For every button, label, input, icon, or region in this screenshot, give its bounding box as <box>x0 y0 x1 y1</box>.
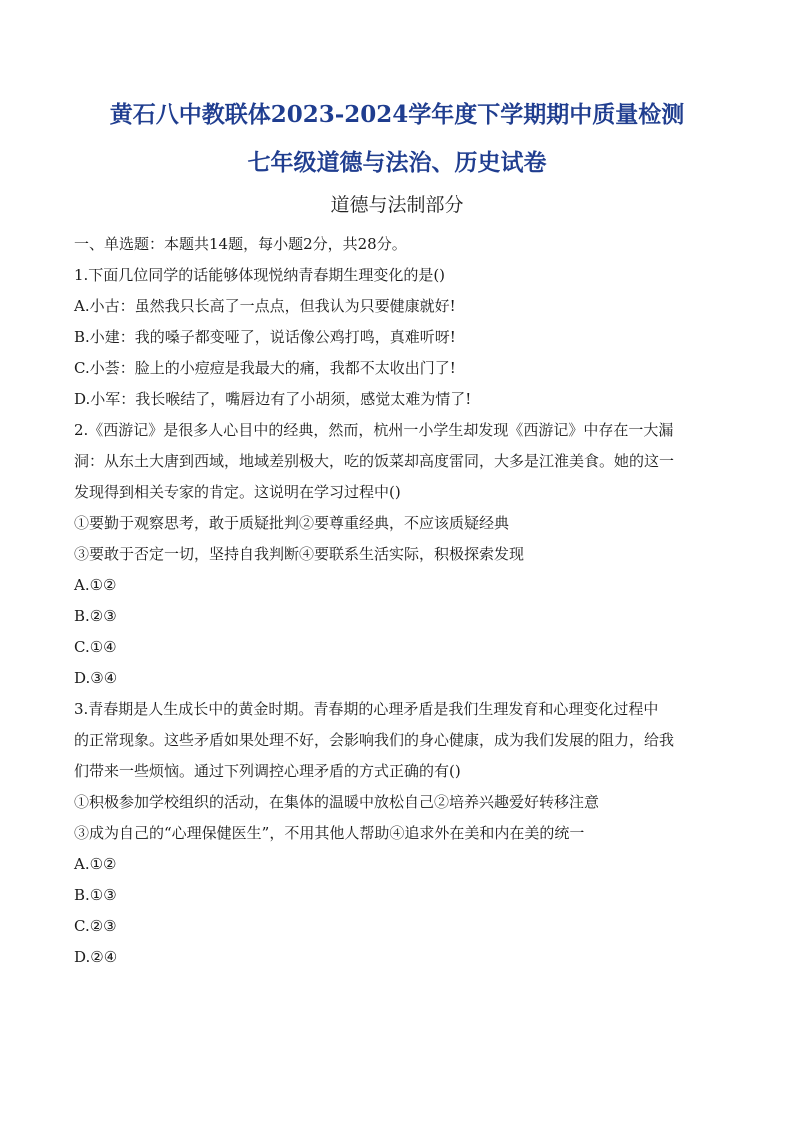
question-2-stem-line-2: 洞：从东土大唐到西域，地域差别极大，吃的饭菜却高度雷同，大多是江淮美食。她的这一 <box>74 452 675 470</box>
question-2-statements-2: ③要敢于否定一切，坚持自我判断④要联系生活实际，积极探索发现 <box>74 545 525 563</box>
question-2-option-a: A.①② <box>74 576 117 594</box>
question-2-stem-line-3: 发现得到相关专家的肯定。这说明在学习过程中() <box>74 483 401 501</box>
question-3-statements-2: ③成为自己的“心理保健医生”，不用其他人帮助④追求外在美和内在美的统一 <box>74 824 585 842</box>
question-1-option-a: A.小古：虽然我只长高了一点点，但我认为只要健康就好! <box>74 297 456 315</box>
question-3-option-b: B.①③ <box>74 886 117 904</box>
question-3-option-c: C.②③ <box>74 917 117 935</box>
question-2-option-d: D.③④ <box>74 669 118 687</box>
question-1-option-b: B.小建：我的嗓子都变哑了，说话像公鸡打鸣，真难听呀! <box>74 328 456 346</box>
question-2-statements-1: ①要勤于观察思考，敢于质疑批判②要尊重经典，不应该质疑经典 <box>74 514 510 532</box>
question-3-stem-line-1: 3.青春期是人生成长中的黄金时期。青春期的心理矛盾是我们生理发育和心理变化过程中 <box>74 700 659 718</box>
question-3-option-d: D.②④ <box>74 948 118 966</box>
question-2-option-b: B.②③ <box>74 607 117 625</box>
section-title: 道德与法制部分 <box>330 194 464 216</box>
exam-title: 黄石八中教联体2023-2024学年度下学期期中质量检测 <box>109 101 685 128</box>
question-3-stem-line-3: 们带来一些烦恼。通过下列调控心理矛盾的方式正确的有() <box>74 762 461 780</box>
question-3-statements-1: ①积极参加学校组织的活动，在集体的温暖中放松自己②培养兴趣爱好转移注意 <box>74 793 600 811</box>
question-2-stem-line-1: 2.《西游记》是很多人心目中的经典，然而，杭州一小学生却发现《西游记》中存在一大漏 <box>74 421 674 439</box>
question-instructions: 一、单选题：本题共14题，每小题2分，共28分。 <box>74 235 407 253</box>
question-1-stem: 1.下面几位同学的话能够体现悦纳青春期生理变化的是() <box>74 266 446 284</box>
question-3-option-a: A.①② <box>74 855 117 873</box>
question-2-option-c: C.①④ <box>74 638 117 656</box>
question-1-option-c: C.小荟：脸上的小痘痘是我最大的痛，我都不太收出门了! <box>74 359 456 377</box>
question-1-option-d: D.小军：我长喉结了，嘴唇边有了小胡须，感觉太难为情了! <box>74 390 472 408</box>
question-3-stem-line-2: 的正常现象。这些矛盾如果处理不好，会影响我们的身心健康，成为我们发展的阻力，给我 <box>74 731 675 749</box>
exam-subtitle: 七年级道德与法治、历史试卷 <box>247 149 547 176</box>
